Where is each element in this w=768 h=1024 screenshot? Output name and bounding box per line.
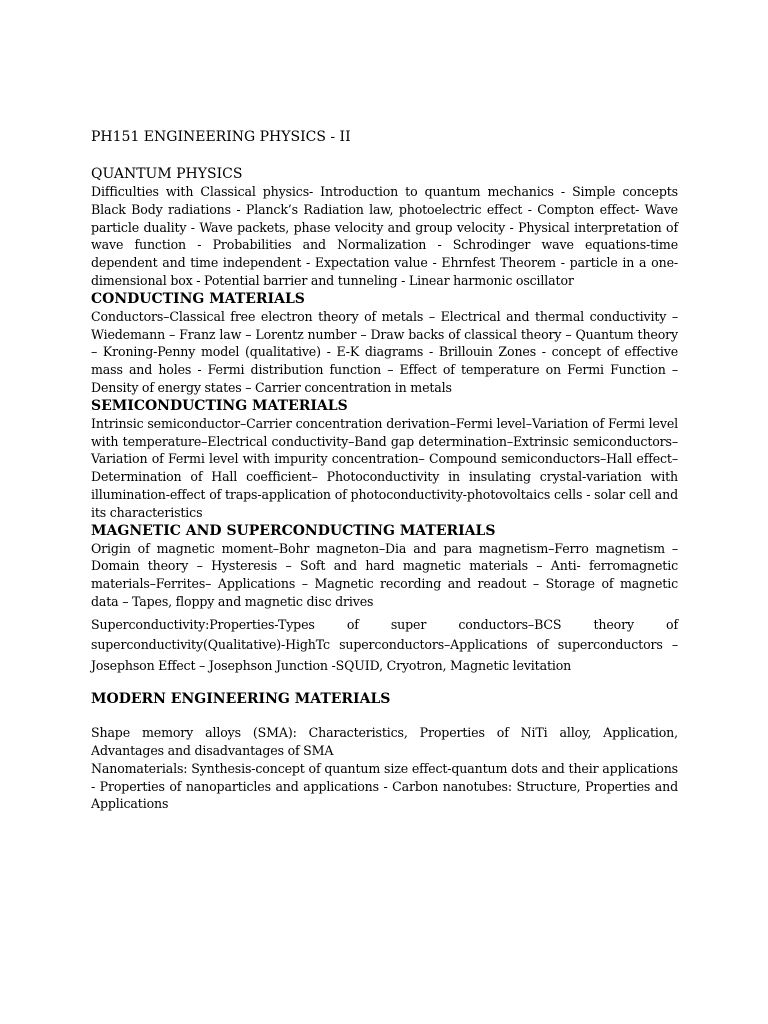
section-heading: MAGNETIC AND SUPERCONDUCTING MATERIALS xyxy=(91,522,496,539)
section-heading: SEMICONDUCTING MATERIALS xyxy=(91,397,348,414)
section-paragraph: Conductors–Classical free electron theory of metals – Electrical and thermal conductivity – Wiedemann – Franz law – Lorentz number – Draw backs of classical theory – Quantum theory – Kroning-Penny model (qualitative) - E-K diagrams - Brillouin Zones - concept of effective mass and holes - Fermi distribution function – Effect of temperature on Fermi Function – Density of energy states – Carrier concentration in metals xyxy=(91,308,678,395)
section-quantum-physics xyxy=(91,165,678,290)
document-title: PH151 ENGINEERING PHYSICS - II xyxy=(91,129,351,145)
section-paragraph: Nanomaterials: Synthesis-concept of quantum size effect-quantum dots and their applications - Properties of nanoparticles and applications - Carbon nanotubes: Structure, Properties and Applications xyxy=(91,760,678,812)
section-paragraph: Difficulties with Classical physics- Introduction to quantum mechanics - Simple concepts Black Body radiations - Planck’s Radiation law, photoelectric effect - Compton effect- Wave particle duality - Wave packets, phase velocity and group velocity - Physical interpretation of wave function - Probabilities and Normalization - Schrodinger wave equations-time dependent and time independent - Expectation value - Ehrnfest Theorem - particle in a one-dimensional box - Potential barrier and tunneling - Linear harmonic oscillator xyxy=(91,184,678,288)
section-heading: QUANTUM PHYSICS xyxy=(91,166,243,182)
section-conducting-materials xyxy=(91,290,678,397)
section-semiconducting-materials xyxy=(91,397,678,522)
section-modern-engineering-materials xyxy=(91,690,678,813)
section-magnetic-superconducting-materials xyxy=(91,522,678,677)
section-paragraph: Origin of magnetic moment–Bohr magneton–Dia and para magnetism–Ferro magnetism – Domain theory – Hysteresis – Soft and hard magnetic materials – Anti- ferromagnetic materials–Ferrites– Applications – Magnetic recording and readout – Storage of magnetic data – Tapes, floppy and magnetic disc drives xyxy=(91,540,678,609)
section-paragraph: Superconductivity:Properties-Types of super conductors–BCS theory of superconductivity(Qualitative)-HighTc superconductors–Applications of superconductors – Josephson Effect – Josephson Junction -SQUID, Cryotron, Magnetic levitation xyxy=(91,616,678,673)
section-heading: MODERN ENGINEERING MATERIALS xyxy=(91,691,391,708)
section-paragraph: Shape memory alloys (SMA): Characteristics, Properties of NiTi alloy, Application, Advantages and disadvantages of SMA xyxy=(91,725,678,759)
section-heading: CONDUCTING MATERIALS xyxy=(91,290,305,307)
section-paragraph: Intrinsic semiconductor–Carrier concentration derivation–Fermi level–Variation of Fermi level with temperature–Electrical conductivity–Band gap determination–Extrinsic semiconductors–Variation of Fermi level with impurity concentration– Compound semiconductors–Hall effect–Determination of Hall coefficient– Photoconductivity in insulating crystal-variation with illumination-effect of traps-application of photoconductivity-photovoltaics cells - solar cell and its characteristics xyxy=(91,415,678,520)
document-page xyxy=(91,128,678,813)
